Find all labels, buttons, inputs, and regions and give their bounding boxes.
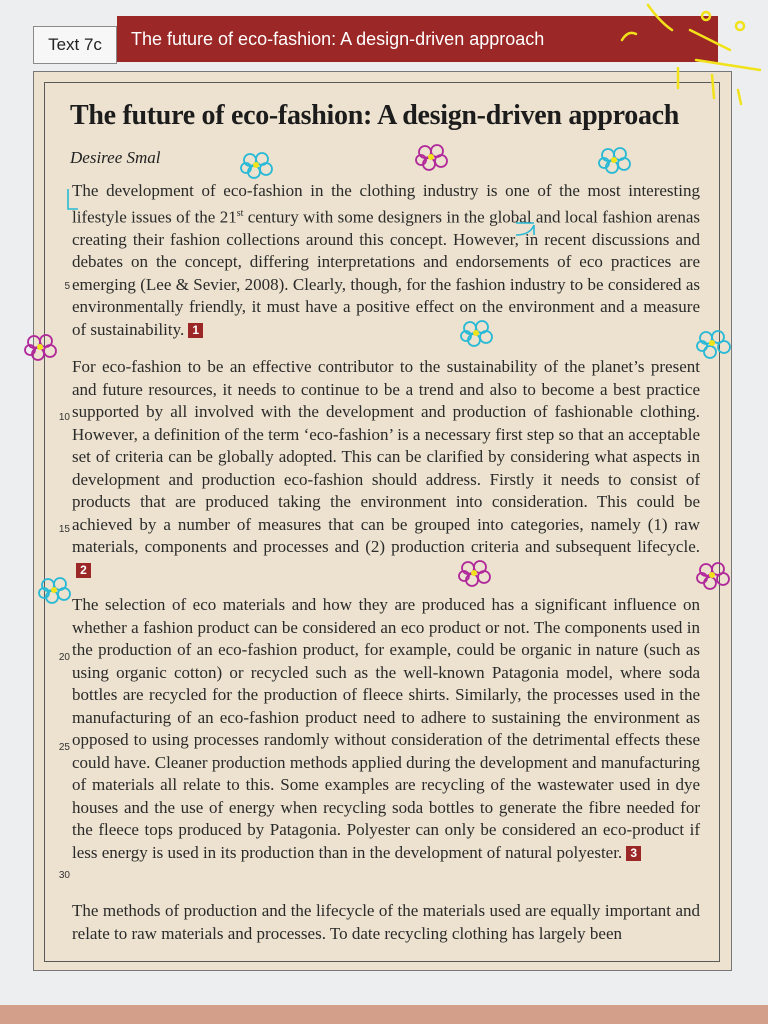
line-number: 15 [58, 524, 70, 535]
text-label: Text 7c [33, 26, 117, 64]
header-title: The future of eco-fashion: A design-driven approach [131, 28, 545, 49]
line-number: 20 [58, 652, 70, 663]
paragraph-4-text: The methods of production and the lifecycle of the materials used are equally important and relate to raw materials and processes. To date recycling clothing has largely been [72, 901, 700, 943]
paragraph-1 [72, 180, 700, 341]
line-number: 25 [58, 742, 70, 753]
paragraph-3 [72, 594, 700, 864]
line-number: 30 [58, 870, 70, 881]
section-badge-1: 1 [188, 323, 203, 338]
superscript-st: st [236, 207, 244, 219]
paragraph-2-text: For eco-fashion to be an effective contributor to the sustainability of the planet’s present and future resources, it needs to continue to be a trend and also to become a best practice supported by all involved with the development and production of fashionable clothing. However, a definition of the term ‘eco-fashion’ is a necessary first step so that an acceptable set of criteria can be globally adopted. This can be clarified by considering what aspects in development and production eco-fashion should address. Firstly it needs to consist of products that are produced taking the environment into consideration. This could be achieved by a number of measures that can be grouped into categories, namely (1) raw materials, components and processes and (2) production criteria and subsequent lifecycle. [72, 357, 700, 556]
line-number: 10 [58, 412, 70, 423]
page-bottom-edge [0, 1005, 768, 1024]
section-badge-2: 2 [76, 563, 91, 578]
line-number: 5 [64, 281, 70, 292]
section-badge-3: 3 [626, 846, 641, 861]
article-title: The future of eco-fashion: A design-driven approach [70, 100, 680, 131]
paragraph-3-text: The selection of eco materials and how they are produced has a significant influence on whether a fashion product can be considered an eco product or not. The components used in the production of an eco-fashion product, for example, could be organic in nature (such as using organic cotton) or recycled such as the well-known Patagonia model, where soda bottles are recycled for the production of fleece shirts. Similarly, the processes used in the manufacturing of an eco-fashion product need to adhere to sustaining the environment as opposed to using processes randomly without consideration of the detrimental effects these could have. Cleaner production methods applied during the development and manufacturing of materials all relate to this. Some examples are recycling of the wastewater used in dye houses and the use of energy when recycling soda bottles to generate the fibre needed for the fleece tops produced by Patagonia. Polyester can only be considered an eco-product if less energy is used in its production than in the development of natural polyester. [72, 595, 700, 862]
paragraph-2 [72, 356, 700, 581]
paragraph-1-text-start: The development of eco-fashion in the clothing industry is one of the most interesting lifestyle issues of the 21 [72, 181, 700, 227]
article-author: Desiree Smal [70, 148, 161, 167]
paragraph-1-text: century with some designers in the global and local fashion arenas creating their fashion collections around this concept. However, in recent discussions and debates on the concept, differing interpretations and endorsements of eco practices are emerging (Lee & Sevier, 2008). Clearly, though, for the fashion industry to be considered as environmentally friendly, it must have a positive effect on the environment and a measure of sustainability. [72, 207, 700, 339]
header-title-bar [117, 16, 718, 62]
paragraph-4 [72, 900, 700, 945]
